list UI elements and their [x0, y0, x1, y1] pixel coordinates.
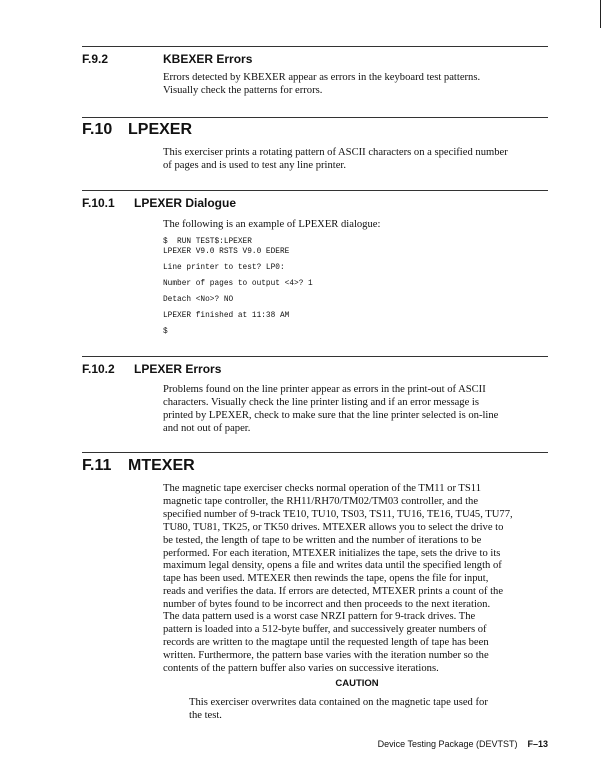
- caution-title: CAUTION: [335, 678, 379, 689]
- code-line: $ RUN TEST$:LPEXER: [163, 238, 252, 246]
- section-title: KBEXER Errors: [163, 52, 253, 66]
- text-line: and not out of paper.: [163, 422, 251, 434]
- section-heading-f-10-2: [82, 362, 221, 376]
- section-title: LPEXER Dialogue: [134, 196, 237, 210]
- footer-title: Device Testing Package (DEVTST): [377, 739, 518, 749]
- text-line: magnetic tape controller, the RH11/RH70/TM02/TM03 controller, and the: [163, 495, 479, 507]
- code-line: LPEXER V9.0 RSTS V9.0 EDERE: [163, 248, 290, 256]
- text-line: reads and verifies the data. If errors are detected, MTEXER prints a count of the: [163, 586, 504, 598]
- edge-mark: [600, 0, 601, 28]
- text-line: number of bytes found to be incorrect and then proceeds to the next iteration.: [163, 599, 491, 611]
- text-line: TU80, TU81, TK25, or TK50 drives. MTEXER allows you to select the drive to: [163, 521, 504, 533]
- page-footer: [378, 739, 548, 749]
- caution-text: [189, 697, 488, 723]
- section-rule: [82, 356, 548, 357]
- text-line: records are written to the magtape until the requested length of tape has been: [163, 636, 489, 648]
- text-line: This exerciser overwrites data contained on the magnetic tape used for: [189, 697, 488, 708]
- text-line: specified number of 9-track TE10, TU10, TS03, TS11, TU16, TE16, TU45, TU77,: [163, 508, 513, 520]
- text-line: written. Furthermore, the pattern base varies with the iteration number so the: [163, 649, 489, 661]
- section-rule: [82, 190, 548, 191]
- text-line: Errors detected by KBEXER appear as errors in the keyboard test patterns.: [163, 72, 481, 83]
- text-line: contents of the pattern buffer also varies on successive iterations.: [163, 662, 439, 674]
- paragraph: [163, 384, 498, 436]
- section-rule: [82, 46, 548, 47]
- text-line: be tested, the length of tape to be written and the number of iterations to be: [163, 534, 482, 546]
- text-line: Problems found on the line printer appear as errors in the print-out of ASCII: [163, 384, 486, 395]
- text-line: The following is an example of LPEXER dialogue:: [163, 219, 381, 230]
- section-heading-f-10-1: [82, 196, 236, 210]
- section-rule: [82, 117, 548, 118]
- section-heading-f-9-2: [82, 52, 252, 66]
- section-heading-f-10: [82, 121, 192, 139]
- text-line: printed by LPEXER, check to make sure that the line printer selected is on-line: [163, 409, 499, 421]
- text-line: tape has been used. MTEXER then rewinds the tape, opens the file for input,: [163, 573, 489, 585]
- section-heading-f-11: [82, 457, 195, 475]
- code-line: Line printer to test? LP0:: [163, 264, 285, 272]
- page-number: F–13: [527, 739, 548, 749]
- section-number: F.10: [82, 121, 113, 138]
- section-number: F.10.2: [82, 362, 115, 376]
- section-number: F.11: [82, 457, 112, 474]
- paragraph: [163, 483, 513, 612]
- paragraph: [163, 219, 380, 232]
- section-number: F.9.2: [82, 52, 109, 66]
- text-line: performed. For each iteration, MTEXER initializes the tape, sets the drive to its: [163, 547, 501, 559]
- paragraph: [163, 72, 480, 98]
- code-line: Detach <No>? NO: [163, 296, 234, 304]
- text-line: Visually check the patterns for errors.: [163, 84, 323, 96]
- text-line: The data pattern used is a worst case NRZI pattern for 9-track drives. The: [163, 611, 476, 622]
- code-line: LPEXER finished at 11:38 AM: [163, 312, 290, 320]
- section-number: F.10.1: [82, 196, 115, 210]
- section-title: LPEXER: [128, 121, 193, 138]
- paragraph: [163, 611, 489, 676]
- text-line: of pages and is used to test any line printer.: [163, 159, 346, 171]
- section-title: LPEXER Errors: [134, 362, 222, 376]
- text-line: maximum legal density, opens a file and writes data until the specified length of: [163, 560, 502, 572]
- paragraph: [163, 147, 508, 173]
- code-line: Number of pages to output <4>? 1: [163, 280, 313, 288]
- code-line: $: [163, 328, 168, 336]
- text-line: the test.: [189, 709, 222, 721]
- text-line: The magnetic tape exerciser checks normal operation of the TM11 or TS11: [163, 483, 481, 494]
- section-title: MTEXER: [128, 457, 195, 474]
- section-rule: [82, 452, 548, 453]
- text-line: pattern is loaded into a 512-byte buffer, and successively greater numbers of: [163, 623, 487, 635]
- text-line: characters. Visually check the line printer listing and if an error message is: [163, 396, 479, 408]
- text-line: This exerciser prints a rotating pattern of ASCII characters on a specified number: [163, 147, 508, 158]
